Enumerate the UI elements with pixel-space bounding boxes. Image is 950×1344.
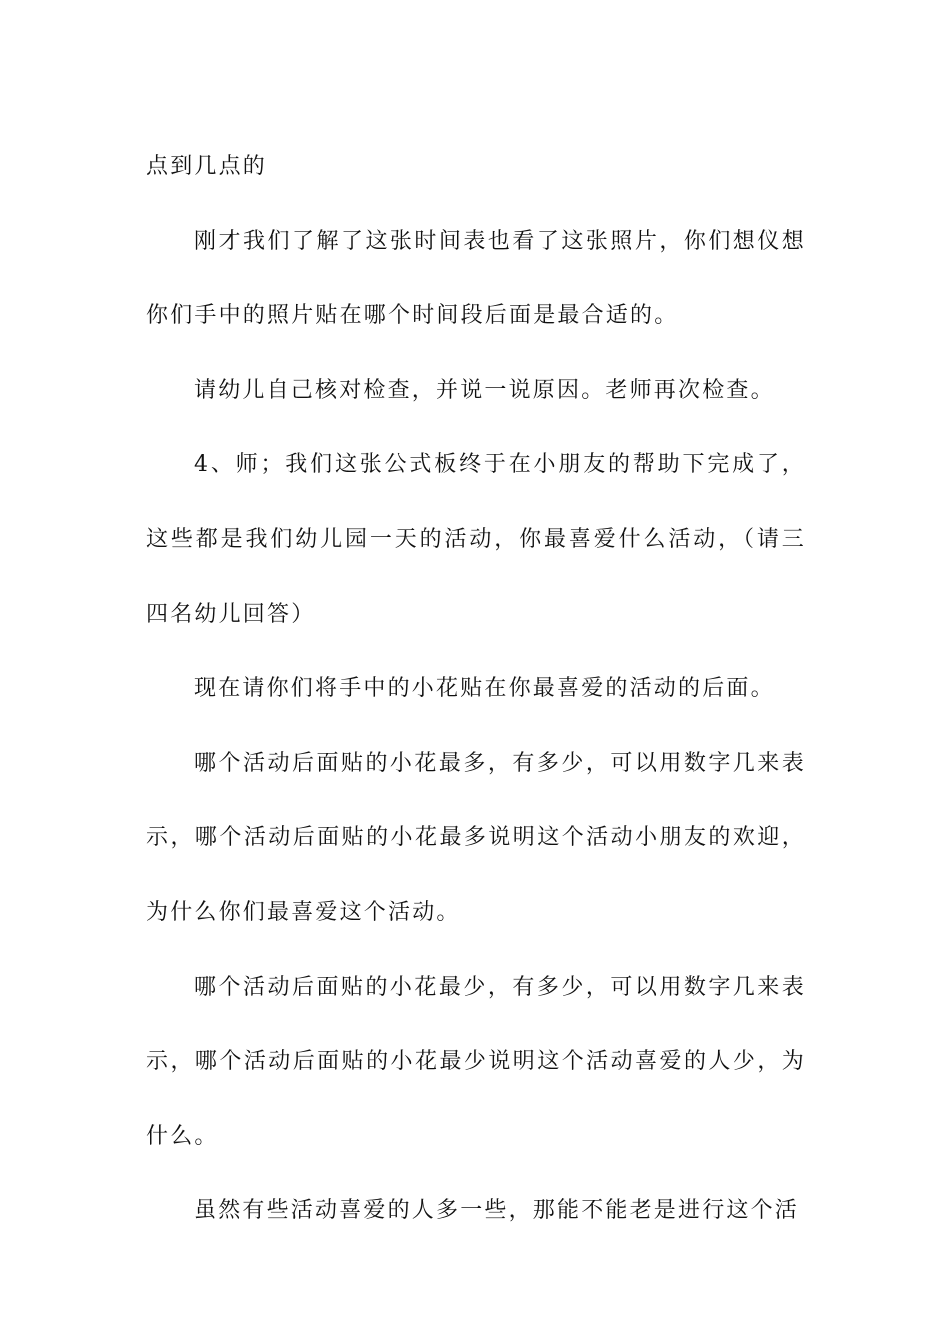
paragraph-6: 哪个活动后面贴的小花最多，有多少，可以用数字几来表示，哪个活动后面贴的小花最多说明这个活动小朋友的欢迎，为什么你们最喜爱这个活动。 [146, 750, 806, 925]
paragraph-4: 4、师；我们这张公式板终于在小朋友的帮助下完成了，这些都是我们幼儿园一天的活动，你最喜爱什么活动，（请三四名幼儿回答） [146, 452, 806, 627]
paragraph-3: 请幼儿自己核对检查，并说一说原因。老师再次检查。 [194, 377, 775, 403]
document-body [146, 130, 806, 1249]
paragraph-7: 哪个活动后面贴的小花最少，有多少，可以用数字几来表示，哪个活动后面贴的小花最少说明这个活动喜爱的人少，为什么。 [146, 974, 806, 1149]
paragraph-2: 刚才我们了解了这张时间表也看了这张照片，你们想仪想你们手中的照片贴在哪个时间段后面是最合适的。 [146, 228, 806, 329]
paragraph-8: 虽然有些活动喜爱的人多一些，那能不能老是进行这个活 [194, 1198, 800, 1224]
paragraph-5: 现在请你们将手中的小花贴在你最喜爱的活动的后面。 [194, 676, 775, 702]
paragraph-1: 点到几点的 [146, 154, 268, 179]
